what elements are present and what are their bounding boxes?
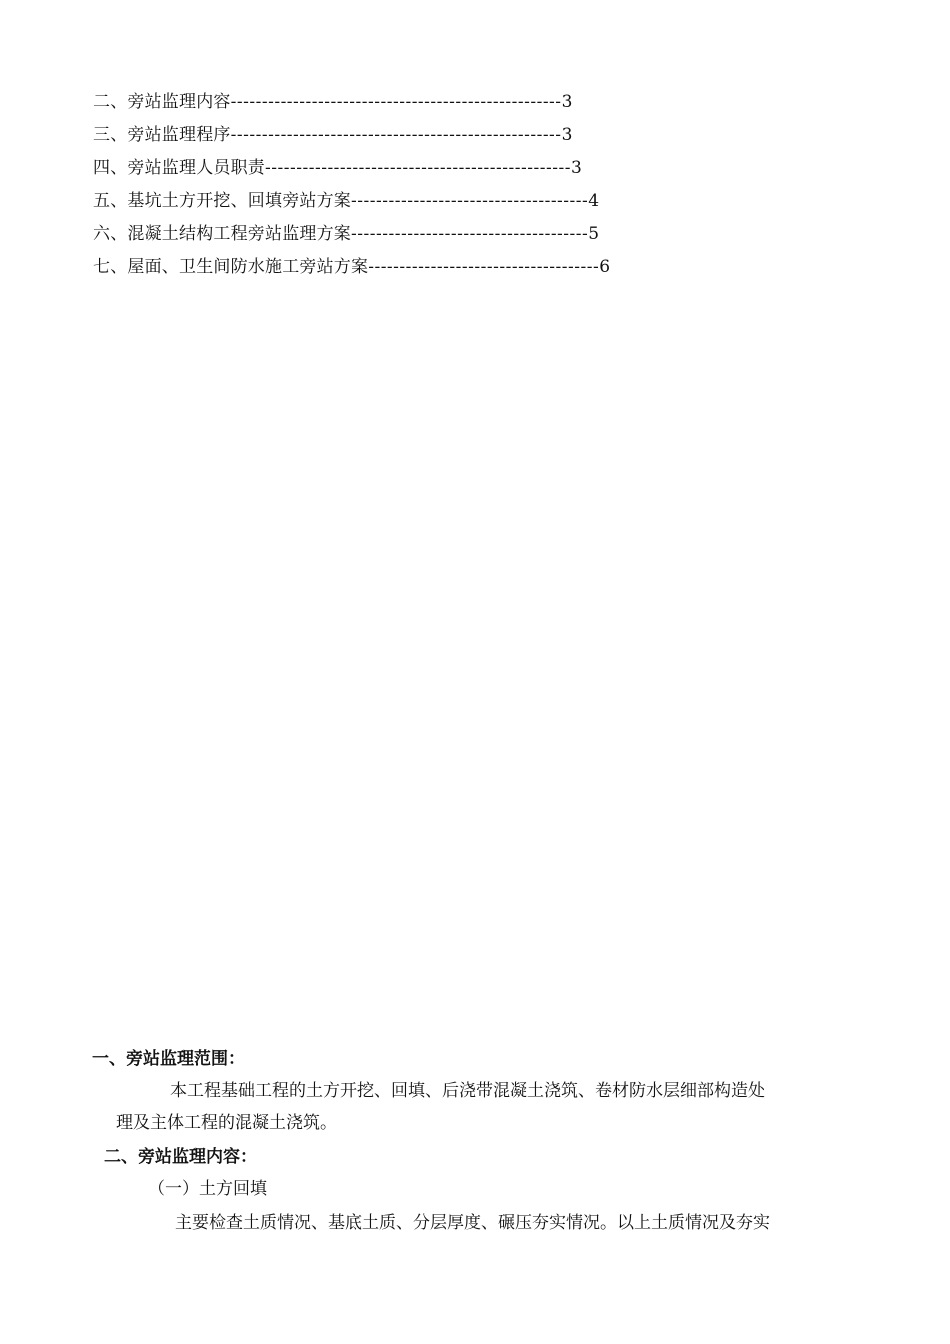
toc-entry-title: 七、屋面、卫生间防水施工旁站方案: [93, 257, 369, 277]
toc-page-number: 5: [588, 224, 600, 244]
section-1-title: 一、旁站监理范围：: [92, 1049, 245, 1069]
toc-entry-title: 四、旁站监理人员职责: [93, 158, 265, 178]
toc-entry-waterproofing[interactable]: [93, 255, 733, 288]
toc-page-number: 3: [561, 125, 573, 145]
toc-entry-title: 二、旁站监理内容: [93, 92, 231, 112]
toc-leader: --------------------------------------: [351, 191, 589, 211]
toc-leader: --------------------------------------: [351, 224, 589, 244]
toc-entry-content[interactable]: [93, 90, 733, 123]
toc-leader: -----------------------------------------------------: [230, 92, 562, 112]
toc-leader: -------------------------------------: [368, 257, 600, 277]
section-2-title: 二、旁站监理内容：: [104, 1147, 257, 1167]
toc-entry-concrete[interactable]: [93, 222, 733, 255]
toc-page-number: 6: [599, 257, 611, 277]
toc-entry-excavation[interactable]: [93, 189, 733, 222]
table-of-contents: [93, 90, 733, 288]
toc-entry-title: 五、基坑土方开挖、回填旁站方案: [93, 191, 351, 211]
toc-entry-procedure[interactable]: [93, 123, 733, 156]
toc-page-number: 3: [570, 158, 582, 178]
toc-page-number: 3: [561, 92, 573, 112]
toc-leader: -----------------------------------------------------: [230, 125, 562, 145]
toc-page-number: 4: [588, 191, 600, 211]
toc-entry-title: 三、旁站监理程序: [93, 125, 231, 145]
toc-entry-title: 六、混凝土结构工程旁站监理方案: [93, 224, 351, 244]
section-2-paragraph-line-1: 主要检查土质情况、基底土质、分层厚度、碾压夯实情况。以上土质情况及夯实: [175, 1213, 770, 1233]
section-2-subheading: （一）土方回填: [148, 1179, 267, 1199]
section-1-paragraph-line-2: 理及主体工程的混凝土浇筑。: [116, 1113, 337, 1133]
toc-leader: -------------------------------------------------: [265, 158, 571, 178]
section-1-paragraph-line-1: 本工程基础工程的土方开挖、回填、后浇带混凝土浇筑、卷材防水层细部构造处: [170, 1081, 765, 1101]
toc-entry-duties[interactable]: [93, 156, 733, 189]
